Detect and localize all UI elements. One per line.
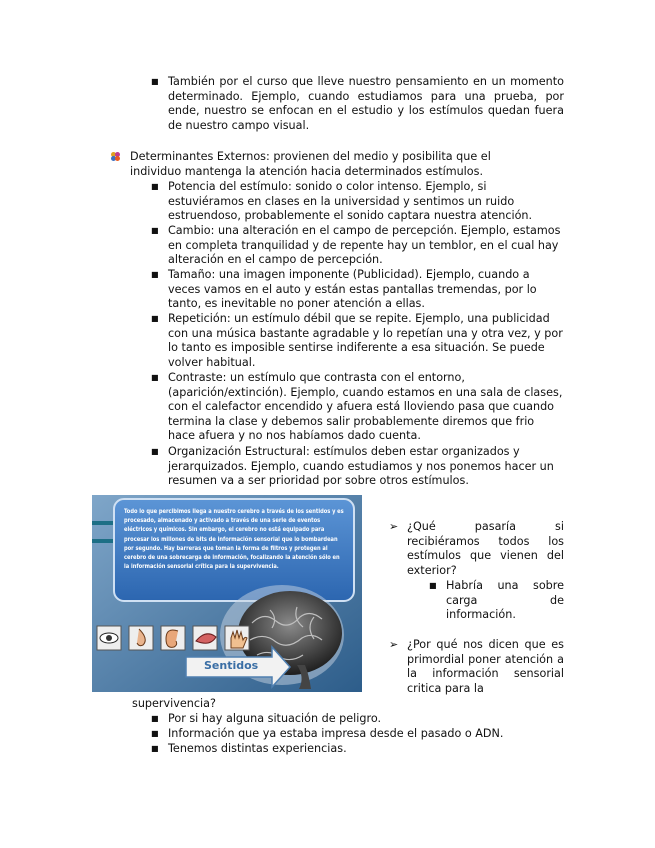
- list-item: También por el curso que lleve nuestro pensamiento en un momento determinado. Ejemplo, cuando estudiamos para una prueba, por ende, nuestro se enfocan en el estudio y los estímulos quedan fuera de nuestro campo visual.: [168, 75, 564, 132]
- bullet-square: ■: [151, 182, 159, 191]
- question-2-continuation: supervivencia?: [132, 697, 216, 710]
- bullet-square: ■: [151, 447, 159, 456]
- question-1: ¿Qué pasaría si recibiéramos todos los estímulos que vienen del exterior?: [407, 520, 564, 577]
- arrow-bullet-icon: ➢: [389, 638, 399, 651]
- answer-2c: Tenemos distintas experiencias.: [168, 742, 347, 755]
- question-2: ¿Por qué nos dicen que es primordial poner atención a la información sensorial critica para la: [407, 638, 564, 695]
- senses-label: Sentidos: [204, 659, 259, 672]
- flower-bullet-icon: [110, 151, 121, 162]
- list-item: Tamaño: una imagen imponente (Publicidad). Ejemplo, cuando a veces vamos en el auto y están estas pantallas tremendas, por lo tanto, es inevitable no poner atención a ellas.: [168, 268, 537, 311]
- illustration-text: Todo lo que percibimos llega a nuestro cerebro a través de los sentidos y es procesado, almacenado y activado a través de una serie de eventos eléctricos y químicos. Sin embargo, el cerebro no está equipado para procesar los millones de bits de información sensorial que lo bombardean por segundo. Hay barreras que toman la forma de filtros y protegen al cerebro de una sobrecarga de información, focalizando la atención sólo en la información sensorial crítica para la supervivencia.: [124, 507, 344, 571]
- bullet-square: ■: [151, 714, 159, 723]
- list-item: Cambio: una alteración en el campo de percepción. Ejemplo, estamos en completa tranquilidad y de repente hay un temblor, en el cual hay alteración en el campo de percepción.: [168, 224, 561, 267]
- list-item: Contraste: un estímulo que contrasta con el entorno, (aparición/extinción). Ejemplo, cuando estamos en una sala de clases, con el calefactor encendido y afuera está lloviendo pasa que cuando termina la clase y debemos salir probablemente diremos que frio hace afuera y no nos habíamos dado cuenta.: [168, 371, 563, 443]
- bullet-square: ■: [151, 77, 159, 86]
- list-item: Potencia del estímulo: sonido o color intenso. Ejemplo, si estuviéramos en clases en la universidad y sentimos un ruido estruendoso, probablemente el sonido captara nuestra atención.: [168, 180, 533, 223]
- bullet-square: ■: [151, 314, 159, 323]
- bullet-square: ■: [151, 729, 159, 738]
- answer-1: Habría una sobre carga de información.: [446, 579, 564, 622]
- list-item: Repetición: un estímulo débil que se repite. Ejemplo, una publicidad con una música bastante agradable y lo repetían una y otra vez, y por lo tanto es imposible sentirse indiferente a esa situación. Se puede volver habitual.: [168, 312, 563, 369]
- answer-2b: Información que ya estaba impresa desde el pasado o ADN.: [168, 727, 504, 740]
- answer-2a: Por si hay alguna situación de peligro.: [168, 712, 382, 725]
- bullet-square: ■: [151, 744, 159, 753]
- bullet-square: ■: [429, 581, 437, 590]
- list-item: Organización Estructural: estímulos deben estar organizados y jerarquizados. Ejemplo, cuando estudiamos y nos ponemos hacer un resumen va a ser prioridad por sobre otros estímulos.: [168, 445, 554, 488]
- section-heading: Determinantes Externos: provienen del medio y posibilita que el individuo mantenga la atención hacia determinados estímulos.: [130, 150, 491, 178]
- senses-brain-illustration: [92, 495, 362, 692]
- bullet-square: ■: [151, 270, 159, 279]
- arrow-bullet-icon: ➢: [389, 520, 399, 533]
- bullet-square: ■: [151, 226, 159, 235]
- bullet-square: ■: [151, 373, 159, 382]
